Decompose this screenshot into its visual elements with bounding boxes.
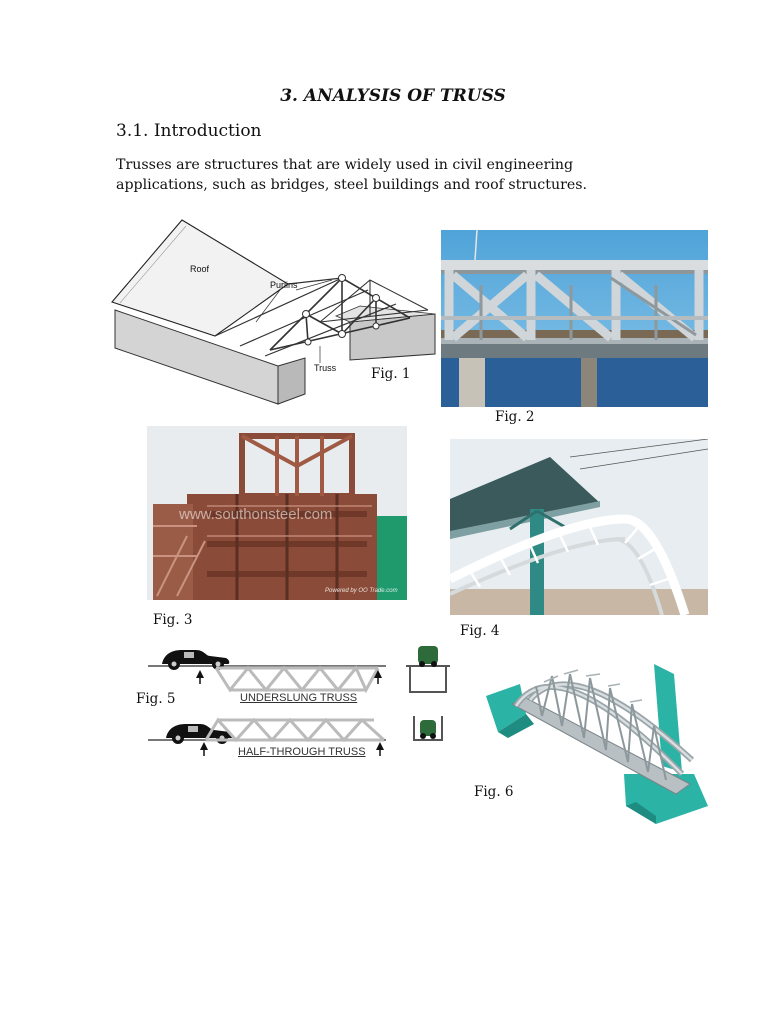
fig3-credit: Powered by OO Trade.com (325, 588, 398, 594)
fig1-label-roof: Roof (190, 264, 210, 274)
fig5-label-half-through: HALF-THROUGH TRUSS (238, 746, 366, 758)
figure-2-bridge-photo (441, 230, 708, 407)
subheading-introduction: 3.1. Introduction (116, 121, 262, 141)
figure-3-steel-building-photo (147, 426, 407, 600)
section-title: 3. ANALYSIS OF TRUSS (280, 86, 506, 106)
fig4-caption: Fig. 4 (460, 623, 500, 639)
fig5-label-underslung: UNDERSLUNG TRUSS (240, 692, 358, 704)
fig5-caption: Fig. 5 (136, 691, 176, 707)
fig3-caption: Fig. 3 (153, 612, 193, 628)
figure-6-arch-truss-render (486, 656, 708, 826)
fig1-caption: Fig. 1 (371, 366, 411, 382)
intro-paragraph: Trusses are structures that are widely used in civil engineering applications, such as bridges, steel buildings and roof structures. (116, 157, 588, 193)
fig1-label-truss: Truss (314, 363, 337, 373)
figure-4-canopy-arch-photo (450, 439, 708, 615)
fig1-label-purlins: Purlins (270, 280, 298, 290)
fig6-caption: Fig. 6 (474, 784, 514, 800)
figure-5-truss-types-diagram (148, 640, 458, 764)
fig2-caption: Fig. 2 (495, 409, 535, 425)
fig3-watermark: www.southonsteel.com (179, 506, 333, 523)
